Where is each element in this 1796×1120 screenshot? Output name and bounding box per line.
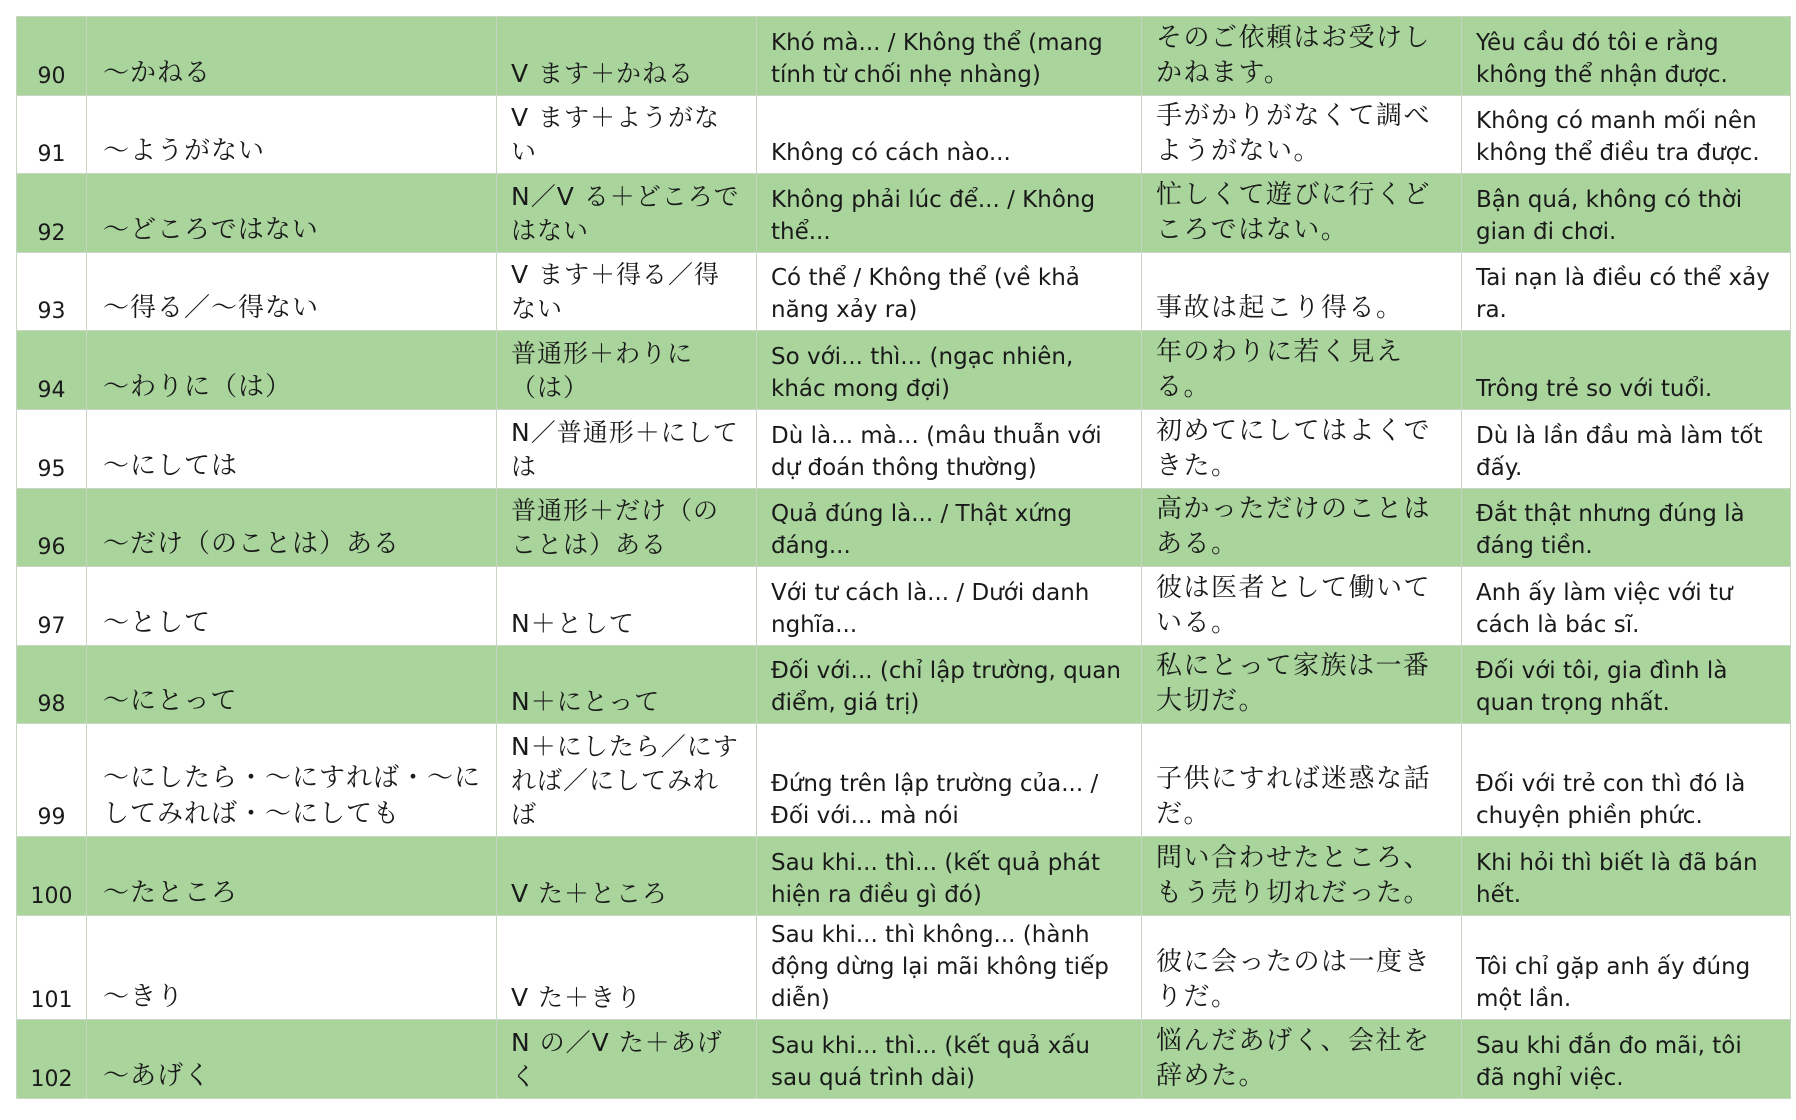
example-vietnamese: Đắt thật nhưng đúng là đáng tiền. (1462, 488, 1791, 567)
grammar-table (16, 16, 1791, 1099)
grammar-meaning: Sau khi... thì không... (hành động dừng lại mãi không tiếp diễn) (757, 915, 1142, 1019)
grammar-form: N＋として (497, 567, 757, 646)
example-japanese: 事故は起こり得る。 (1142, 252, 1462, 331)
grammar-meaning: Sau khi... thì... (kết quả xấu sau quá trình dài) (757, 1019, 1142, 1098)
table-row (17, 1019, 1791, 1098)
table-row (17, 724, 1791, 837)
row-number: 90 (17, 17, 87, 96)
row-number: 99 (17, 724, 87, 837)
example-japanese: 子供にすれば迷惑な話だ。 (1142, 724, 1462, 837)
grammar-meaning: Với tư cách là... / Dưới danh nghĩa... (757, 567, 1142, 646)
grammar-pattern: 〜どころではない (87, 174, 497, 253)
example-japanese: 彼は医者として働いている。 (1142, 567, 1462, 646)
grammar-pattern: 〜あげく (87, 1019, 497, 1098)
example-japanese: 彼に会ったのは一度きりだ。 (1142, 915, 1462, 1019)
grammar-pattern: 〜たところ (87, 837, 497, 916)
grammar-form: 普通形＋だけ（のことは）ある (497, 488, 757, 567)
grammar-pattern: 〜きり (87, 915, 497, 1019)
grammar-form: V た＋ところ (497, 837, 757, 916)
example-japanese: 悩んだあげく、会社を辞めた。 (1142, 1019, 1462, 1098)
row-number: 91 (17, 95, 87, 174)
grammar-pattern: 〜かねる (87, 17, 497, 96)
example-japanese: 年のわりに若く見える。 (1142, 331, 1462, 410)
grammar-meaning: Khó mà... / Không thể (mang tính từ chối nhẹ nhàng) (757, 17, 1142, 96)
table-row (17, 488, 1791, 567)
table-row (17, 174, 1791, 253)
grammar-pattern: 〜だけ（のことは）ある (87, 488, 497, 567)
grammar-pattern: 〜にしたら・〜にすれば・〜にしてみれば・〜にしても (87, 724, 497, 837)
grammar-form: N＋にとって (497, 645, 757, 724)
example-vietnamese: Khi hỏi thì biết là đã bán hết. (1462, 837, 1791, 916)
table-row (17, 409, 1791, 488)
row-number: 94 (17, 331, 87, 410)
row-number: 98 (17, 645, 87, 724)
example-vietnamese: Đối với tôi, gia đình là quan trọng nhất. (1462, 645, 1791, 724)
example-japanese: 問い合わせたところ、もう売り切れだった。 (1142, 837, 1462, 916)
row-number: 92 (17, 174, 87, 253)
grammar-form: N／普通形＋にしては (497, 409, 757, 488)
table-row (17, 645, 1791, 724)
grammar-pattern: 〜として (87, 567, 497, 646)
grammar-meaning: Không có cách nào... (757, 95, 1142, 174)
example-japanese: 初めてにしてはよくできた。 (1142, 409, 1462, 488)
grammar-pattern: 〜にしては (87, 409, 497, 488)
grammar-meaning: Quả đúng là... / Thật xứng đáng... (757, 488, 1142, 567)
grammar-table-sheet (16, 16, 1790, 1108)
example-vietnamese: Yêu cầu đó tôi e rằng không thể nhận được. (1462, 17, 1791, 96)
table-row (17, 252, 1791, 331)
example-vietnamese: Anh ấy làm việc với tư cách là bác sĩ. (1462, 567, 1791, 646)
example-japanese: 高かっただけのことはある。 (1142, 488, 1462, 567)
row-number: 100 (17, 837, 87, 916)
example-vietnamese: Sau khi đắn đo mãi, tôi đã nghỉ việc. (1462, 1019, 1791, 1098)
table-row (17, 567, 1791, 646)
grammar-meaning: Không phải lúc để... / Không thể... (757, 174, 1142, 253)
grammar-meaning: Dù là... mà... (mâu thuẫn với dự đoán thông thường) (757, 409, 1142, 488)
table-row (17, 17, 1791, 96)
grammar-form: N の／V た＋あげく (497, 1019, 757, 1098)
example-vietnamese: Trông trẻ so với tuổi. (1462, 331, 1791, 410)
row-number: 97 (17, 567, 87, 646)
grammar-pattern: 〜にとって (87, 645, 497, 724)
grammar-meaning: Đứng trên lập trường của... / Đối với... mà nói (757, 724, 1142, 837)
grammar-form: V ます＋ようがない (497, 95, 757, 174)
grammar-form: N／V る＋どころではない (497, 174, 757, 253)
example-vietnamese: Tai nạn là điều có thể xảy ra. (1462, 252, 1791, 331)
example-japanese: 手がかりがなくて調べようがない。 (1142, 95, 1462, 174)
example-japanese: そのご依頼はお受けしかねます。 (1142, 17, 1462, 96)
example-japanese: 私にとって家族は一番大切だ。 (1142, 645, 1462, 724)
table-row (17, 837, 1791, 916)
grammar-meaning: Đối với... (chỉ lập trường, quan điểm, giá trị) (757, 645, 1142, 724)
table-row (17, 915, 1791, 1019)
grammar-meaning: Có thể / Không thể (về khả năng xảy ra) (757, 252, 1142, 331)
example-vietnamese: Bận quá, không có thời gian đi chơi. (1462, 174, 1791, 253)
example-vietnamese: Đối với trẻ con thì đó là chuyện phiền phức. (1462, 724, 1791, 837)
example-vietnamese: Dù là lần đầu mà làm tốt đấy. (1462, 409, 1791, 488)
table-row (17, 95, 1791, 174)
grammar-form: 普通形＋わりに（は） (497, 331, 757, 410)
row-number: 102 (17, 1019, 87, 1098)
example-vietnamese: Không có manh mối nên không thể điều tra được. (1462, 95, 1791, 174)
grammar-pattern: 〜ようがない (87, 95, 497, 174)
grammar-form: V ます＋得る／得ない (497, 252, 757, 331)
row-number: 96 (17, 488, 87, 567)
grammar-pattern: 〜わりに（は） (87, 331, 497, 410)
table-row (17, 331, 1791, 410)
example-vietnamese: Tôi chỉ gặp anh ấy đúng một lần. (1462, 915, 1791, 1019)
grammar-form: V ます＋かねる (497, 17, 757, 96)
grammar-pattern: 〜得る／〜得ない (87, 252, 497, 331)
row-number: 101 (17, 915, 87, 1019)
row-number: 95 (17, 409, 87, 488)
grammar-form: N＋にしたら／にすれば／にしてみれば (497, 724, 757, 837)
row-number: 93 (17, 252, 87, 331)
grammar-form: V た＋きり (497, 915, 757, 1019)
grammar-meaning: So với... thì... (ngạc nhiên, khác mong đợi) (757, 331, 1142, 410)
example-japanese: 忙しくて遊びに行くどころではない。 (1142, 174, 1462, 253)
grammar-meaning: Sau khi... thì... (kết quả phát hiện ra điều gì đó) (757, 837, 1142, 916)
